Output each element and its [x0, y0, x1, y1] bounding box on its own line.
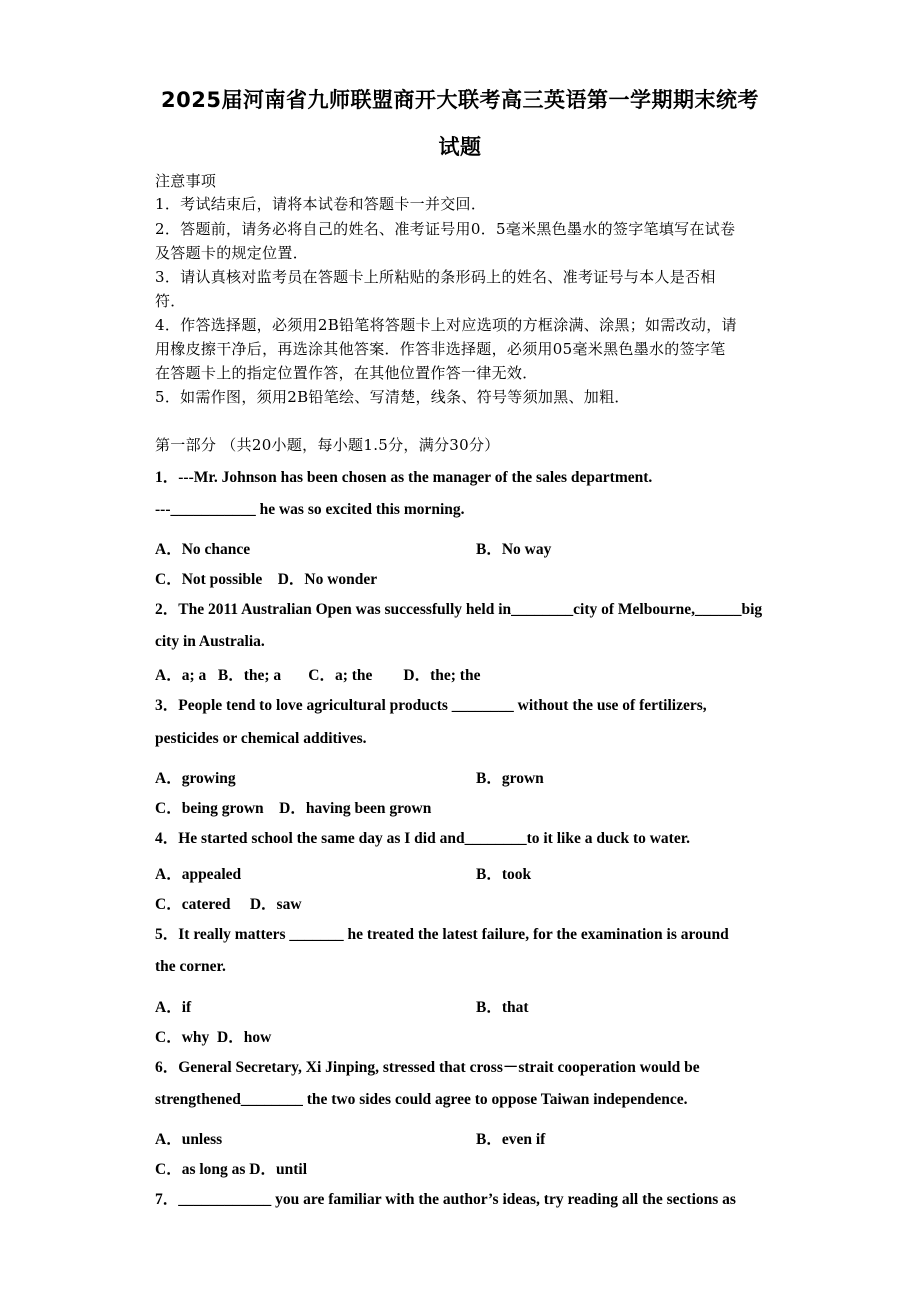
- question-6-stem-cont: strengthened________ the two sides could agree to oppose Taiwan independence.: [155, 1091, 688, 1108]
- question-1-option-b: B．No way: [476, 541, 552, 558]
- question-6-option-b: B．even if: [476, 1131, 546, 1148]
- notes-line: 在答题卡上的指定位置作答，在其他位置作答一律无效．: [155, 364, 538, 382]
- notes-line: 1．考试结束后，请将本试卷和答题卡一并交回．: [155, 195, 487, 213]
- question-4-stem: 4．He started school the same day as I did and________to it like a duck to water.: [155, 830, 691, 847]
- notes-line: 4．作答选择题，必须用2B铅笔将答题卡上对应选项的方框涂满、涂黑；如需改动，请: [155, 316, 737, 334]
- question-4-option-b: B．took: [476, 866, 532, 883]
- question-1-option-a: A．No chance: [155, 541, 251, 558]
- question-5-stem-cont: the corner.: [155, 958, 226, 975]
- notes-line: 3．请认真核对监考员在答题卡上所粘贴的条形码上的姓名、准考证号与本人是否相: [155, 268, 716, 286]
- question-3-options-cd: C．being grown D．having been grown: [155, 800, 432, 817]
- notes-line: 2．答题前，请务必将自己的姓名、准考证号用0．5毫米黑色墨水的签字笔填写在试卷: [155, 220, 736, 238]
- question-3-option-a: A．growing: [155, 770, 236, 787]
- question-7-stem: 7．____________ you are familiar with the author’s ideas, try reading all the sections as: [155, 1191, 736, 1208]
- notes-line: 5．如需作图，须用2B铅笔绘、写清楚，线条、符号等须加黑、加粗．: [155, 388, 630, 406]
- question-5-option-a: A．if: [155, 999, 192, 1016]
- question-4-options-cd: C．catered D．saw: [155, 896, 302, 913]
- question-6-options-cd: C．as long as D．until: [155, 1161, 308, 1178]
- question-5-option-b: B．that: [476, 999, 529, 1016]
- notes-line: 符．: [155, 292, 186, 310]
- notes-heading: 注意事项: [155, 172, 217, 190]
- question-3-stem: 3．People tend to love agricultural products ________ without the use of fertilizers,: [155, 697, 707, 714]
- question-5-options-cd: C．why D．how: [155, 1029, 272, 1046]
- exam-title-line2: 试题: [438, 135, 482, 159]
- question-2-options: A．a; a B．the; a C．a; the D．the; the: [155, 667, 481, 684]
- question-3-stem-cont: pesticides or chemical additives.: [155, 730, 367, 747]
- question-2-stem-cont: city in Australia.: [155, 633, 265, 650]
- question-6-option-a: A．unless: [155, 1131, 223, 1148]
- question-1-stem: 1．---Mr. Johnson has been chosen as the manager of the sales department.: [155, 469, 653, 486]
- question-6-stem: 6．General Secretary, Xi Jinping, stressed that cross－strait cooperation would be: [155, 1059, 700, 1076]
- question-2-stem: 2．The 2011 Australian Open was successfully held in________city of Melbourne,______big: [155, 601, 763, 618]
- question-5-stem: 5．It really matters _______ he treated the latest failure, for the examination is around: [155, 926, 729, 943]
- exam-title-line1: 2025届河南省九师联盟商开大联考高三英语第一学期期末统考: [161, 88, 759, 112]
- question-3-option-b: B．grown: [476, 770, 544, 787]
- notes-line: 用橡皮擦干净后，再选涂其他答案．作答非选择题，必须用05毫米黑色墨水的签字笔: [155, 340, 726, 358]
- question-4-option-a: A．appealed: [155, 866, 242, 883]
- section-heading: 第一部分 （共20小题，每小题1.5分，满分30分）: [155, 436, 500, 454]
- question-1-stem-cont: ---___________ he was so excited this morning.: [155, 501, 465, 518]
- question-1-options-cd: C．Not possible D．No wonder: [155, 571, 378, 588]
- notes-line: 及答题卡的规定位置．: [155, 244, 309, 262]
